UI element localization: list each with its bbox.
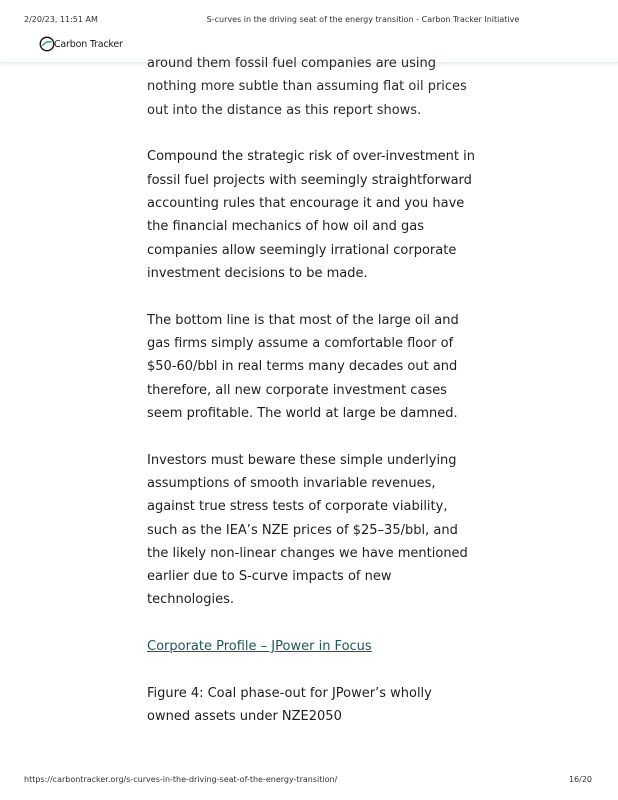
corporate-profile-link[interactable]: Corporate Profile – JPower in Focus [147,639,372,655]
figure-caption: Figure 4: Coal phase-out for JPower’s wholly owned assets under NZE2050 [147,686,432,725]
print-url: https://carbontracker.org/s-curves-in-the-driving-seat-of-the-energy-transition/ [24,775,338,784]
article-paragraph: Compound the strategic risk of over-investment in fossil fuel projects with seemingly straightforward accounting rules that encourage it and you have the financial mechanics of how oil and gas companies allow seemingly irrational corporate investment decisions to be made. [147,149,475,281]
article-body [147,52,477,752]
site-logo[interactable] [38,35,123,53]
article-paragraph: Investors must beware these simple underlying assumptions of smooth invariable revenues, against true stress tests of corporate viability, such as the IEA’s NZE prices of $25–35/bbl, and the likely non-linear changes we have mentioned earlier due to S-curve impacts of new technologies. [147,452,468,608]
article-paragraph: The bottom line is that most of the large oil and gas firms simply assume a comfortable floor of $50-60/bbl in real terms many decades out and therefore, all new corporate investment cases seem profitable. The world at large be damned. [147,312,459,421]
logo-text: Carbon Tracker [54,38,123,50]
print-date: 2/20/23, 11:51 AM [24,15,98,24]
print-page-title: S-curves in the driving seat of the energy transition - Carbon Tracker Initiative [206,15,520,24]
print-header [0,15,618,27]
profile-section-link-wrapper [147,635,477,658]
article-paragraph: around them fossil fuel companies are using nothing more subtle than assuming flat oil prices out into the distance as this report shows. [147,56,467,118]
print-page-number: 16/20 [568,775,592,784]
